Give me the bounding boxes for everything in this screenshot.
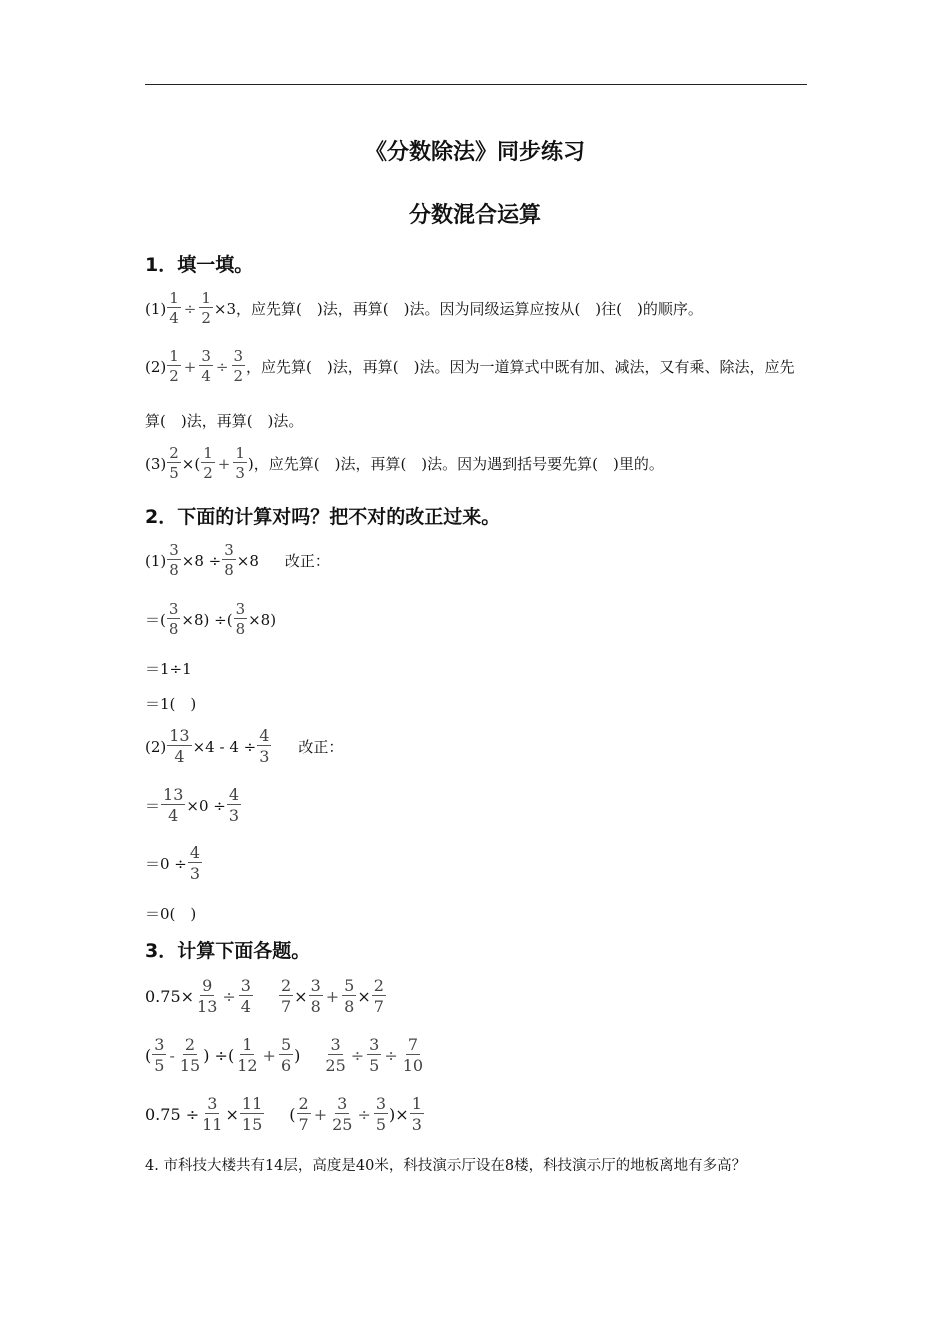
section-2-heading: 2．下面的计算对吗？把不对的改正过来。 — [145, 506, 501, 528]
p2-1-step3: ＝1( ) — [145, 695, 197, 713]
fraction: $\frac{9}{13}$ — [197, 976, 218, 1016]
fraction: $\frac{2}{5}$ — [169, 444, 179, 482]
fraction: $\frac{2}{7}$ — [280, 976, 292, 1016]
fraction: $\frac{4}{3}$ — [259, 726, 270, 766]
q-label: (1) — [145, 299, 167, 318]
question-text: ，应先算( )法，再算( )法。因为遇到括号要先算( )里的。 — [253, 455, 664, 473]
operator: ÷ — [215, 357, 229, 376]
q-label: (1) — [145, 551, 167, 570]
operator: ×8 — [236, 551, 259, 570]
operator: ) — [294, 1046, 301, 1065]
operator: + — [217, 454, 231, 473]
fraction: $\frac{1}{2}$ — [203, 444, 213, 482]
operator: × — [225, 1105, 239, 1124]
fraction: $\frac{2}{7}$ — [373, 976, 384, 1016]
operator: ÷ — [384, 1046, 398, 1065]
fraction: $\frac{3}{5}$ — [369, 1035, 380, 1075]
fraction: $\frac{3}{25}$ — [332, 1094, 353, 1134]
q-label: (2) — [145, 737, 167, 756]
operator: )× — [389, 1105, 409, 1124]
fraction: $\frac{1}{3}$ — [235, 444, 245, 482]
fraction: $\frac{7}{10}$ — [402, 1035, 424, 1075]
fraction: $\frac{3}{8}$ — [169, 541, 179, 579]
fraction: $\frac{5}{8}$ — [344, 976, 355, 1016]
operator: ×8 ÷ — [181, 551, 222, 570]
fraction: $\frac{1}{12}$ — [237, 1035, 258, 1075]
question-text: 算( )法，再算( )法。 — [145, 412, 304, 430]
step-text: ＝( — [145, 611, 166, 629]
q1-2 — [145, 349, 794, 384]
q1-1 — [145, 291, 703, 326]
operator: × — [294, 987, 308, 1006]
step-text: ×8) — [248, 610, 277, 629]
operator: ÷ — [222, 987, 236, 1006]
fraction: $\frac{3}{5}$ — [154, 1035, 165, 1075]
correction-label: 改正： — [284, 552, 330, 570]
operator: ×( — [181, 454, 201, 473]
calc-row-2 — [145, 1037, 426, 1074]
fraction: $\frac{4}{3}$ — [228, 785, 240, 825]
p2-2 — [145, 728, 343, 765]
operator: ÷ — [350, 1046, 365, 1065]
question-4: 4. 市科技大楼共有14层，高度是40米，科技演示厅设在8楼，科技演示厅的地板离地有多高？ — [145, 1158, 747, 1174]
step-text: ＝ — [145, 797, 161, 815]
page-title: 《分数除法》同步练习 — [364, 140, 585, 165]
question-text: ，应先算( )法，再算( )法。因为一道算式中既有加、减法，又有乘、除法，应先 — [246, 358, 795, 376]
fraction: $\frac{3}{8}$ — [224, 541, 234, 579]
operator: + — [313, 1105, 328, 1124]
fraction: $\frac{5}{6}$ — [280, 1035, 292, 1075]
fraction: $\frac{3}{8}$ — [310, 976, 321, 1016]
q-label: (2) — [145, 357, 167, 376]
fraction: $\frac{3}{11}$ — [202, 1094, 223, 1134]
p2-1-step1 — [145, 602, 276, 637]
operator: ) ÷( — [203, 1046, 235, 1065]
fraction: $\frac{4}{3}$ — [189, 843, 201, 883]
section-1-heading: 1．填一填。 — [145, 254, 254, 276]
section-3-heading: 3．计算下面各题。 — [145, 940, 311, 962]
operator: - — [169, 1046, 175, 1065]
operator: + — [325, 987, 340, 1006]
fraction: $\frac{3}{4}$ — [240, 976, 251, 1016]
fraction: $\frac{3}{2}$ — [233, 347, 244, 385]
p2-1 — [145, 543, 330, 578]
step-text: ×0 ÷ — [186, 796, 226, 815]
fraction: $\frac{2}{15}$ — [179, 1035, 201, 1075]
p2-2-step1 — [145, 787, 242, 824]
operator: ×3 — [213, 299, 237, 318]
fraction: $\frac{3}{4}$ — [201, 347, 211, 385]
q1-2-cont — [145, 410, 303, 431]
fraction: $\frac{3}{25}$ — [325, 1035, 346, 1075]
correction-label: 改正： — [298, 738, 344, 756]
operator: × — [357, 987, 371, 1006]
fraction: $\frac{1}{4}$ — [169, 289, 179, 327]
page-subtitle: 分数混合运算 — [408, 203, 541, 228]
p2-1-step2: ＝1÷1 — [145, 660, 192, 678]
fraction: $\frac{3}{8}$ — [235, 600, 246, 638]
fraction: $\frac{2}{7}$ — [298, 1094, 309, 1134]
calc-row-3 — [145, 1096, 425, 1133]
q-label: (3) — [145, 454, 167, 473]
p2-2-step2 — [145, 845, 203, 882]
question-text: ，应先算( )法，再算( )法。因为同级运算应按从( )往( )的顺序。 — [236, 300, 703, 318]
header-rule — [145, 84, 807, 85]
fraction: $\frac{3}{5}$ — [375, 1094, 387, 1134]
operator: ( — [289, 1105, 296, 1124]
p2-2-step3: ＝0( ) — [145, 905, 197, 923]
fraction: $\frac{1}{2}$ — [201, 289, 211, 327]
fraction: $\frac{11}{15}$ — [241, 1094, 263, 1134]
operator: ÷ — [357, 1105, 371, 1124]
expr-text: 0.75× — [145, 987, 195, 1006]
expr-text: 0.75 ÷ — [145, 1105, 200, 1124]
operator: + — [262, 1046, 276, 1065]
operator: ×4 - 4 ÷ — [192, 737, 257, 756]
operator: ) — [247, 454, 254, 473]
operator: + — [183, 357, 197, 376]
calc-row-1 — [145, 978, 387, 1015]
fraction: $\frac{3}{8}$ — [168, 600, 179, 638]
fraction: $\frac{1}{2}$ — [169, 347, 179, 385]
fraction: $\frac{13}{4}$ — [163, 785, 184, 825]
q1-3 — [145, 446, 664, 481]
fraction: $\frac{1}{3}$ — [411, 1094, 422, 1134]
step-text: ＝0 ÷ — [145, 855, 187, 873]
fraction: $\frac{13}{4}$ — [169, 726, 190, 766]
step-text: ×8) ÷( — [181, 610, 233, 629]
operator: ( — [145, 1046, 152, 1065]
operator: ÷ — [183, 299, 197, 318]
